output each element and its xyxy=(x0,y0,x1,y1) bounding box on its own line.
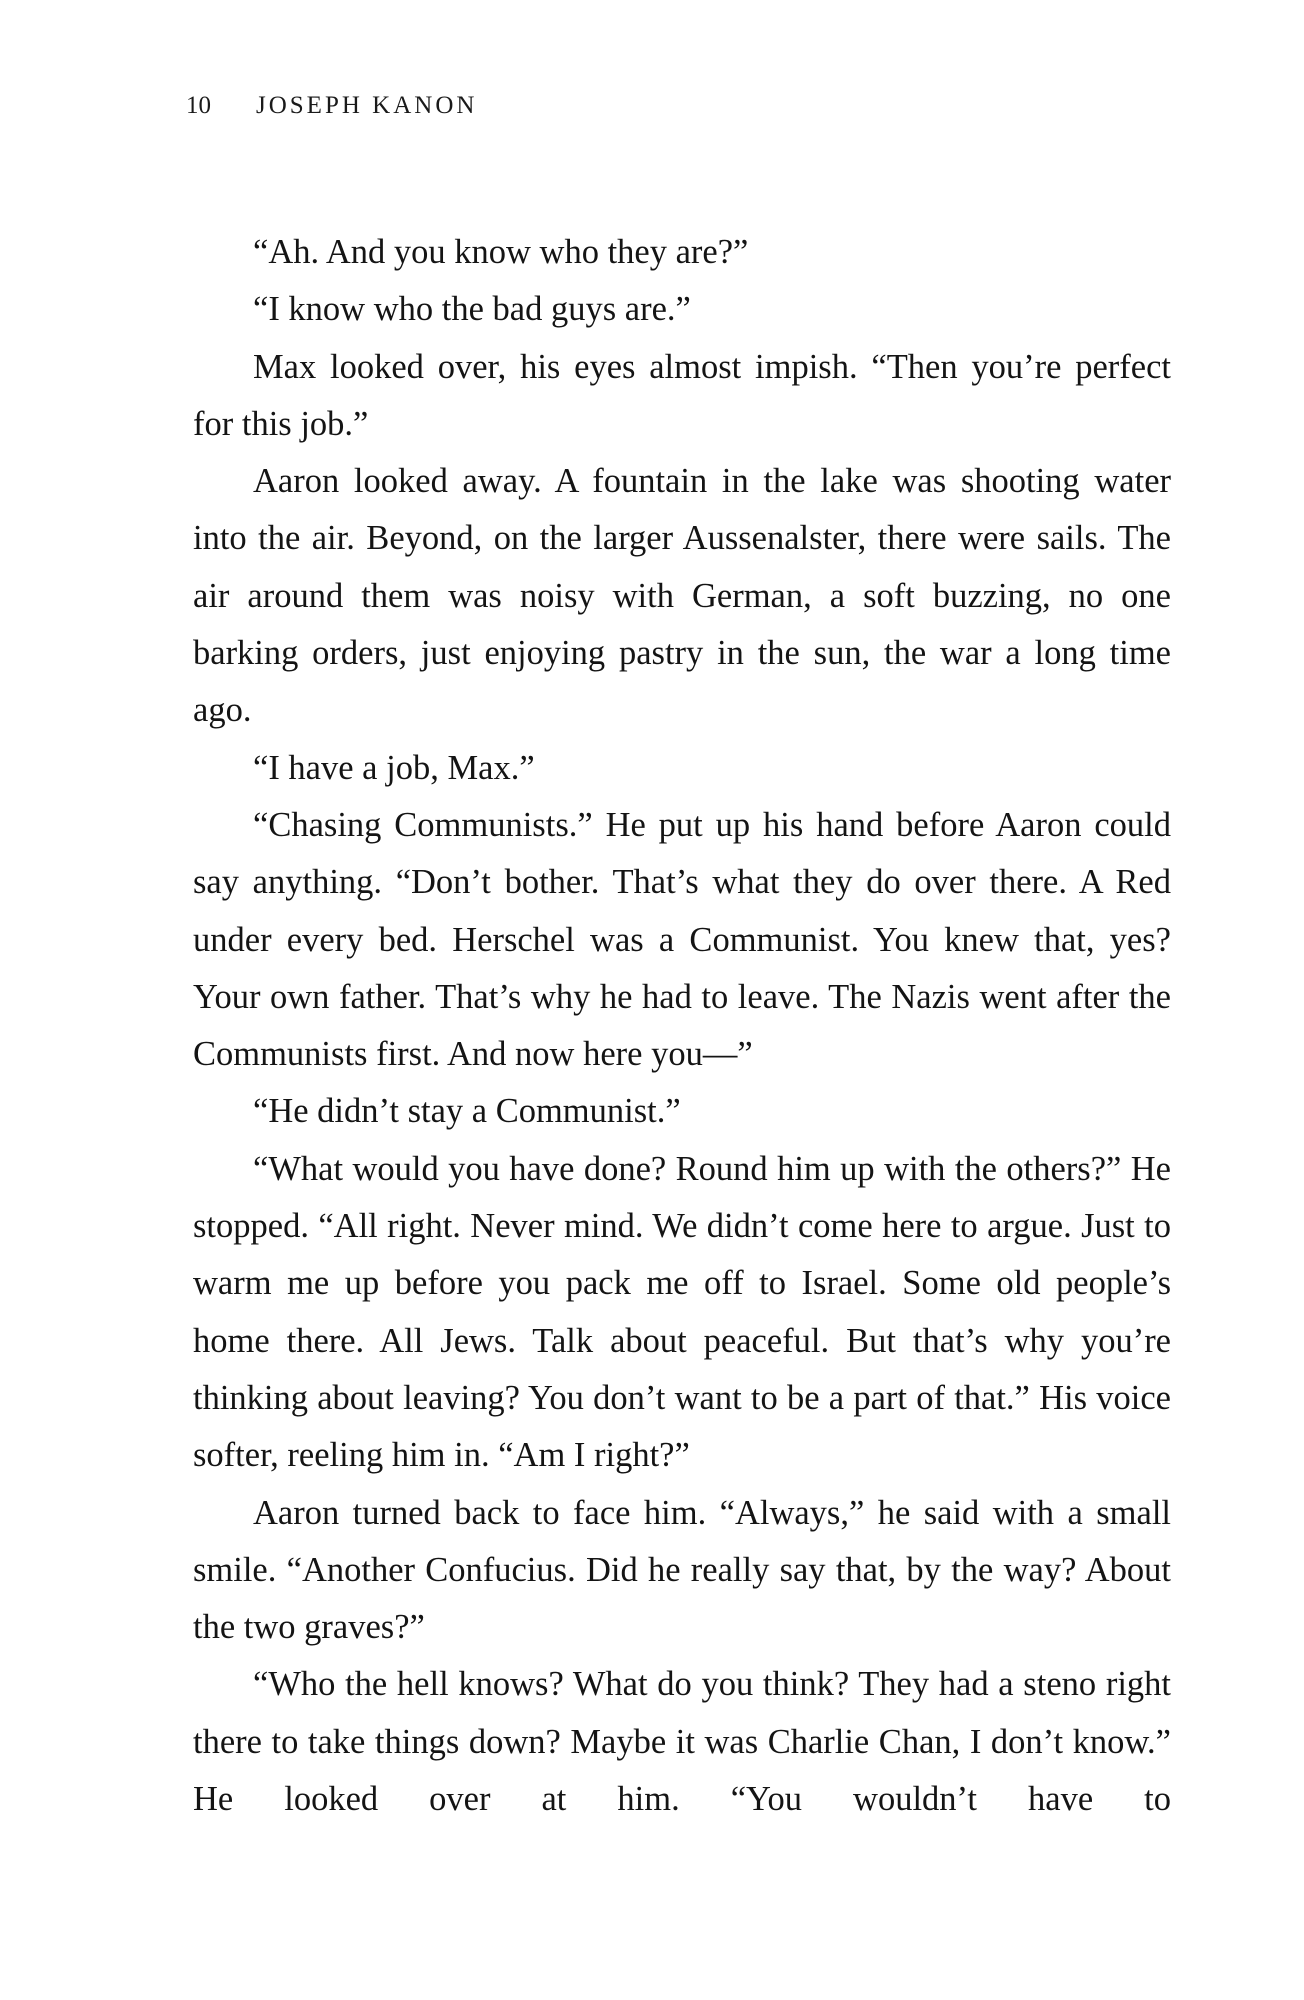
paragraph: “What would you have done? Round him up with the others?” He stopped. “All right. Never mind. We didn’t come here to argue. Just to warm me up before you pack me off to Israel. Some old people’s home there. All Jews. Talk about peaceful. But that’s why you’re thinking about leaving? You don’t want to be a part of that.” His voice softer, reeling him in. “Am I right?” xyxy=(193,1149,1171,1475)
paragraph: Aaron looked away. A fountain in the lake was shooting water into the air. Beyond, on the larger Aussenalster, there were sails. The air around them was noisy with German, a soft buzzing, no one barking orders, just enjoying pastry in the sun, the war a long time ago. xyxy=(193,462,1171,730)
body-text xyxy=(193,224,1171,1828)
paragraph: Max looked over, his eyes almost impish. “Then you’re perfect for this job.” xyxy=(193,347,1171,443)
paragraph: “I know who the bad guys are.” xyxy=(253,290,691,329)
paragraph: Aaron turned back to face him. “Always,” he said with a small smile. “Another Confucius. Did he really say that, by the way? About the two graves?” xyxy=(193,1493,1171,1647)
paragraph: “Who the hell knows? What do you think? They had a steno right there to take things down? Maybe it was Charlie Chan, I don’t know.” He looked over at him. “You wouldn’t have to xyxy=(193,1665,1171,1819)
running-head xyxy=(186,92,477,120)
paragraph: “Ah. And you know who they are?” xyxy=(253,233,749,271)
paragraph: “He didn’t stay a Communist.” xyxy=(253,1092,681,1131)
paragraph: “Chasing Communists.” He put up his hand before Aaron could say anything. “Don’t bother. That’s what they do over there. A Red under every bed. Herschel was a Communist. You knew that, yes? Your own father. That’s why he had to leave. The Nazis went after the Communists first. And now here you—” xyxy=(193,805,1171,1074)
paragraph: “I have a job, Max.” xyxy=(253,748,535,787)
page-number: 10 xyxy=(186,92,211,119)
author-name: JOSEPH KANON xyxy=(256,92,478,119)
